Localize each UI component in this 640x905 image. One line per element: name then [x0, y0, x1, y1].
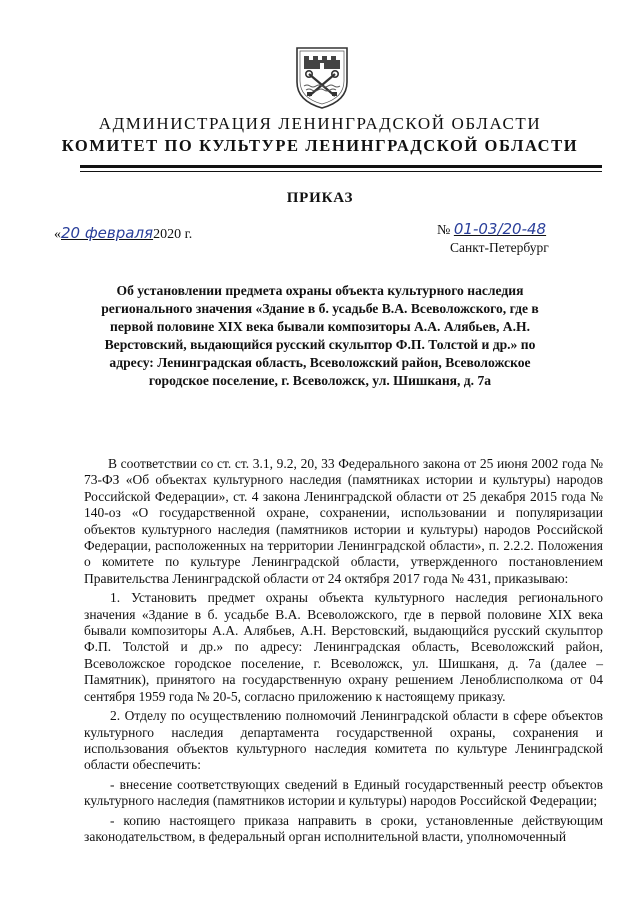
- document-city: Санкт-Петербург: [450, 240, 549, 255]
- header-rule-thin: [80, 171, 602, 172]
- document-title: Об установлении предмета охраны объекта культурного наследия регионального значения «Здание в б. усадьбе В.А. Всеволожского, где в первой половине XIX века бывали композиторы А.А. Алябьев, А.Н. Верстовский, выдающийся русский скульптор Ф.П. Толстой и др.» по адресу: Ленинградская область, Всеволожский район, Всеволожское городское поселение, г. Всеволожск, ул. Шишканя, д. 7а: [101, 283, 539, 388]
- body-paragraph-item-2: 2. Отделу по осуществлению полномочий Ленинградской области в сфере объектов культурного наследия департамента государственной охраны, сохранения и использования объектов культурного наследия комитета по культуре Ленинградской области обеспечить:: [84, 708, 603, 773]
- body-paragraph-preamble: В соответствии со ст. ст. 3.1, 9.2, 20, 33 Федерального закона от 25 июня 2002 года № 73-ФЗ «Об объектах культурного наследия (памятниках истории и культуры) народов Российской Федерации», ст. 4 закона Ленинградской области от 25 декабря 2015 года № 140-оз «О государственной охране, сохранении, использовании и популяризации объектов культурного наследия (памятников истории и культуры) народов Российской Федерации, расположенных на территории Ленинградской области», п. 2.2.2. Положения о комитете по культуре Ленинградской области, утвержденного постановлением Правительства Ленинградской области от 24 октября 2017 года № 431, приказываю:: [84, 456, 603, 586]
- document-type: ПРИКАЗ: [286, 190, 354, 206]
- body-paragraph-item-2-sub-1: - внесение соответствующих сведений в Единый государственный реестр объектов культурного наследия (памятников истории и культуры) народов Российской Федерации;: [84, 776, 603, 809]
- body-paragraph-item-2-sub-2: - копию настоящего приказа направить в сроки, установленные действующим законодательством, в федеральный орган исполнительной власти, уполномоченный: [84, 812, 603, 844]
- coat-of-arms-icon: [294, 46, 350, 110]
- date-handwritten: 20 февраля: [61, 224, 154, 242]
- number-prefix: №: [437, 223, 451, 238]
- body-paragraph-item-1: 1. Установить предмет охраны объекта культурного наследия регионального значения «Здание в б. усадьбе В.А. Всеволожского, где в первой половине XIX века бывали композиторы А.А. Алябьев, А.Н. Верстовский, выдающийся русский скульптор Ф.П. Толстой и др.» по адресу: Ленинградская область, Всеволожский район, Всеволожское городское поселение, г. Всеволожск, ул. Шишканя, д. 7а (далее – Памятник), принятого на государственную охрану решением Леноблисполкома от 04 сентября 1959 года № 20-5, согласно приложению к настоящему приказу.: [84, 590, 603, 704]
- issuer-line-administration: АДМИНИСТРАЦИЯ ЛЕНИНГРАДСКОЙ ОБЛАСТИ: [98, 114, 542, 133]
- document-date: [54, 224, 192, 243]
- document-number: [437, 220, 546, 239]
- document-body: [84, 456, 603, 848]
- date-open-quote: «: [54, 227, 61, 242]
- header-rule-thick: [80, 165, 602, 168]
- date-year: 2020 г.: [153, 227, 193, 242]
- issuer-line-committee: КОМИТЕТ ПО КУЛЬТУРЕ ЛЕНИНГРАДСКОЙ ОБЛАСТИ: [61, 136, 579, 155]
- number-handwritten: 01-03/20-48: [453, 220, 547, 238]
